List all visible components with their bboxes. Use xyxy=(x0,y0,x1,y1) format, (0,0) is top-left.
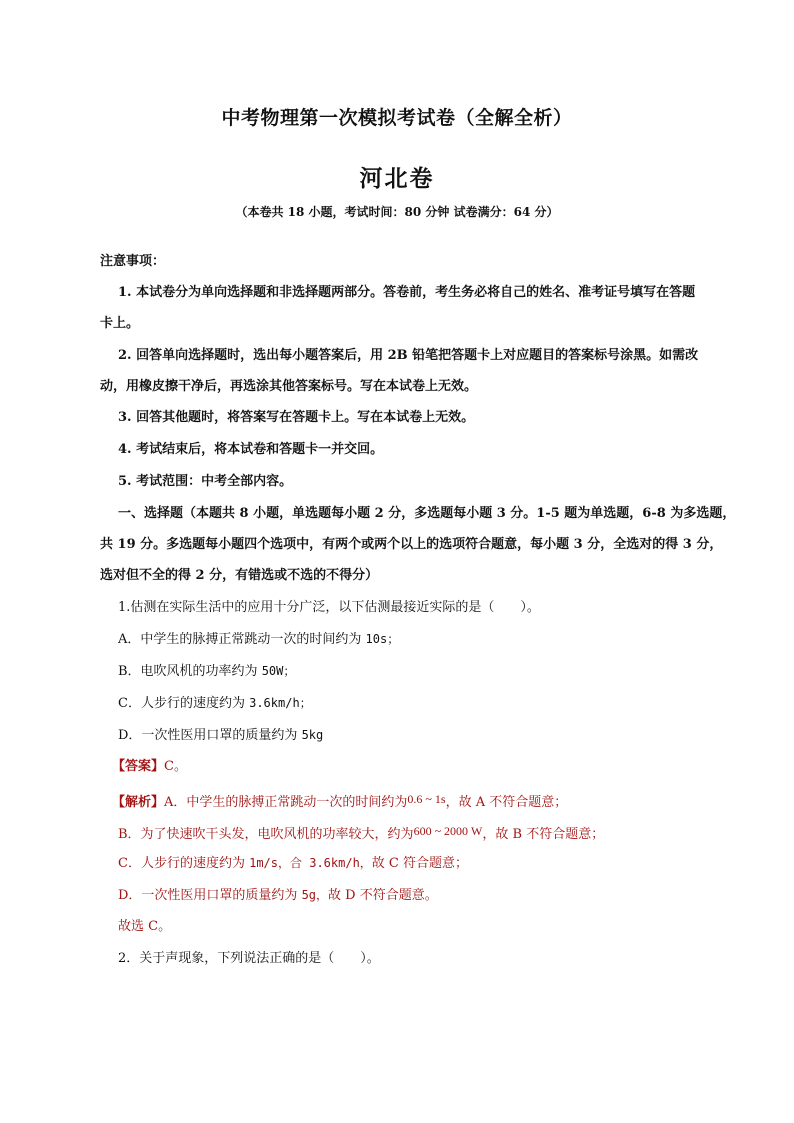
option-d-value: 5kg xyxy=(301,728,324,742)
answer-line xyxy=(112,757,742,777)
question-1-option-b xyxy=(118,661,748,682)
notice-item-3: 3. 回答其他题时，将答案写在答题卡上。写在本试卷上无效。 xyxy=(118,410,475,425)
question-2-stem: 2．关于声现象，下列说法正确的是（ ）。 xyxy=(118,951,380,966)
analysis-d-value: 5g， xyxy=(301,888,329,902)
analysis-c-tail: 故 C 符合题意； xyxy=(371,856,469,871)
analysis-c-text: C．人步行的速度约为 xyxy=(118,856,250,871)
analysis-tag: 【解析】 xyxy=(112,795,165,810)
analysis-b-text: B．为了快速吹干头发，电吹风机的功率较大，约为 xyxy=(118,827,414,842)
notice-item-5: 5. 考试范围：中考全部内容。 xyxy=(118,474,293,489)
notice-item-1: 1. 本试卷分为单向选择题和非选择题两部分。答卷前，考生务必将自己的姓名、准考证号填写在答题 xyxy=(118,285,696,300)
exam-info: （本卷共 18 小题，考试时间：80 分钟 试卷满分：64 分） xyxy=(235,205,559,219)
analysis-a-text: A．中学生的脉搏正常跳动一次的时间约为 xyxy=(164,795,408,810)
notice-item-2-cont: 动，用橡皮擦干净后，再选涂其他答案标号。写在本试卷上无效。 xyxy=(100,379,478,394)
notice-heading: 注意事项： xyxy=(100,254,166,269)
analysis-b-math: 600 ~ 2000 W xyxy=(413,824,483,838)
option-b-value: 50W； xyxy=(261,664,296,678)
page-title: 中考物理第一次模拟考试卷（全解全析） xyxy=(221,107,573,129)
analysis-a-math: 0.6 ~ 1s xyxy=(407,792,446,806)
analysis-d-text: D．一次性医用口罩的质量约为 xyxy=(118,888,302,903)
section-heading-cont: 共 19 分。多选题每小题四个选项中，有两个或两个以上的选项符合题意，每小题 3 分，全选对的得 3 分， xyxy=(100,537,723,552)
question-1-option-a xyxy=(118,629,748,650)
option-a-value: 10s； xyxy=(365,632,400,646)
notice-item-2: 2. 回答单向选择题时，选出每小题答案后，用 2B 铅笔把答题卡上对应题目的答案标号涂黑。如需改 xyxy=(118,348,699,363)
option-c-value: 3.6km/h； xyxy=(249,696,312,710)
analysis-line-c xyxy=(118,853,748,874)
notice-item-1-cont: 卡上。 xyxy=(100,316,140,331)
conclusion: 故选 C。 xyxy=(118,919,172,934)
analysis-b-tail: ，故 B 不符合题意； xyxy=(482,827,605,842)
analysis-line-b xyxy=(118,821,748,845)
analysis-a-tail: ，故 A 不符合题意； xyxy=(445,795,568,810)
option-c-text: C．人步行的速度约为 xyxy=(118,696,250,711)
answer-tag: 【答案】 xyxy=(112,759,165,774)
option-d-text: D．一次性医用口罩的质量约为 xyxy=(118,728,302,743)
analysis-d-tail: 故 D 不符合题意。 xyxy=(328,888,438,903)
question-1-stem: 1.估测在实际生活中的应用十分广泛，以下估测最接近实际的是（ ）。 xyxy=(118,600,540,615)
region-title: 河北卷 xyxy=(359,165,435,192)
option-b-text: B．电吹风机的功率约为 xyxy=(118,664,262,679)
section-heading-cont-2: 选对但不全的得 2 分，有错选或不选的不得分） xyxy=(100,568,379,583)
section-heading: 一、选择题（本题共 8 小题，单选题每小题 2 分，多选题每小题 3 分。1-5 题为单选题，6-8 为多选题， xyxy=(118,506,736,521)
analysis-line-d xyxy=(118,885,748,906)
notice-item-4: 4. 考试结束后，将本试卷和答题卡一并交回。 xyxy=(118,442,384,457)
analysis-c-value: 1m/s，合 3.6km/h， xyxy=(249,856,372,870)
option-a-text: A．中学生的脉搏正常跳动一次的时间约为 xyxy=(118,632,366,647)
question-1-option-d xyxy=(118,725,748,746)
analysis-line-a xyxy=(112,789,742,813)
answer-value: C。 xyxy=(164,759,187,774)
question-1-option-c xyxy=(118,693,748,714)
